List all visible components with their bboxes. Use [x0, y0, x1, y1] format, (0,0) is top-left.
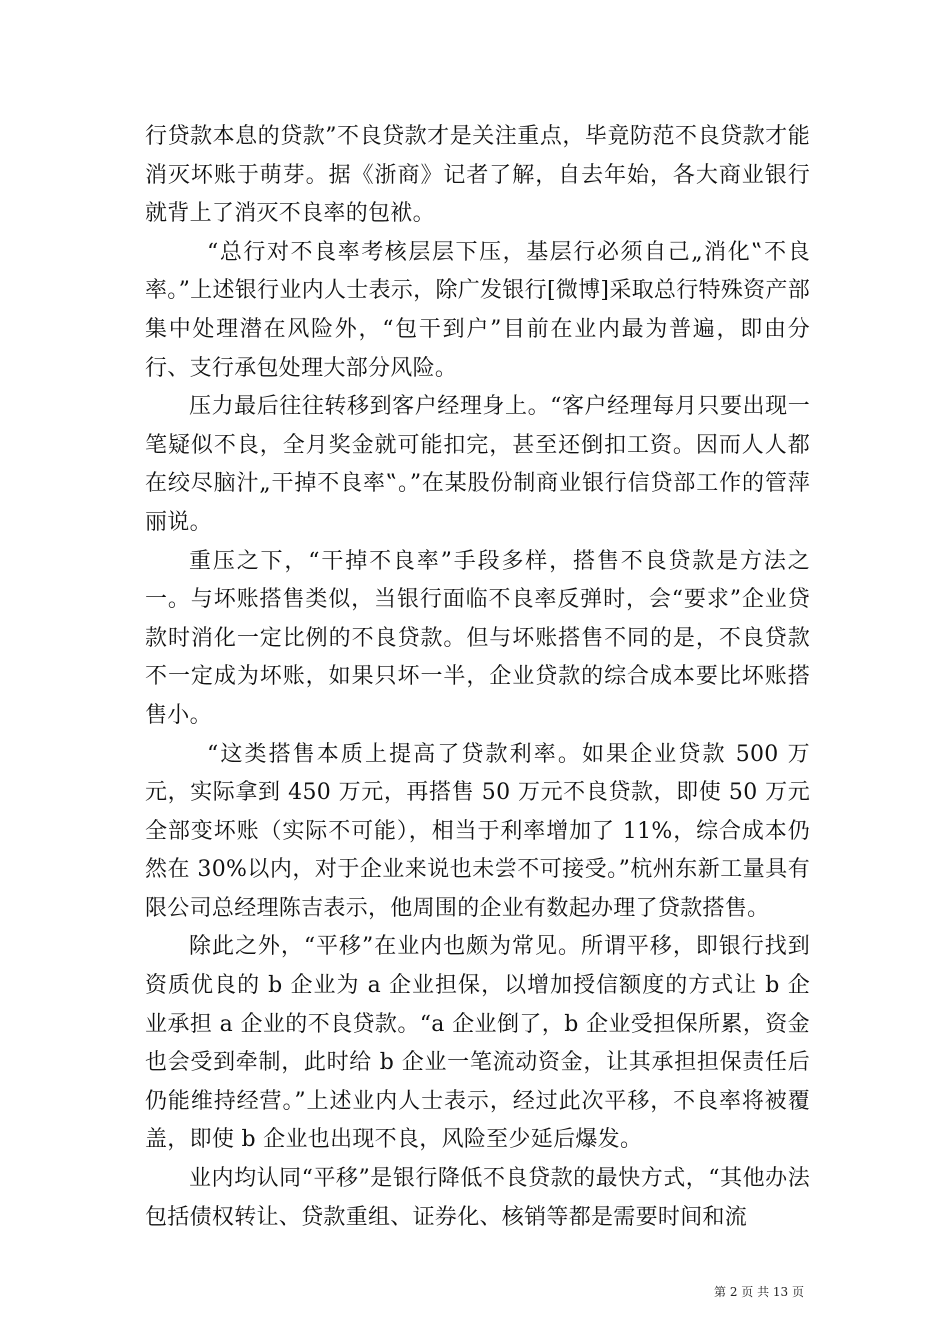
paragraph-5: “这类搭售本质上提高了贷款利率。如果企业贷款 500 万元，实际拿到 450 万元，再搭售 50 万元不良贷款，即使 50 万元全部变坏账（实际不可能），相当于利率增加了 11%，综合成本仍然在 30%以内，对于企业来说也未尝不可接受。”杭州东新工量具有限公司总经理陈吉表示，他周围的企业有数起办理了贷款搭售。 — [145, 741, 810, 921]
document-body — [145, 118, 810, 1237]
paragraph-7: 业内均认同“平移”是银行降低不良贷款的最快方式，“其他办法包括债权转让、贷款重组、证券化、核销等都是需要时间和流 — [145, 1166, 810, 1230]
paragraph-6: 除此之外，“平移”在业内也颇为常见。所谓平移，即银行找到资质优良的 b 企业为 a 企业担保，以增加授信额度的方式让 b 企业承担 a 企业的不良贷款。“a 企业倒了，b 企业受担保所累，资金也会受到牵制，此时给 b 企业一笔流动资金，让其承担担保责任后仍能维持经营。”上述业内人士表示，经过此次平移，不良率将被覆盖，即使 b 企业也出现不良，风险至少延后爆发。 — [145, 934, 810, 1153]
page-number-footer: 第 2 页 共 13 页 — [714, 1285, 804, 1299]
paragraph-3: 压力最后往往转移到客户经理身上。“客户经理每月只要出现一笔疑似不良，全月奖金就可能扣完，甚至还倒扣工资。因而人人都在绞尽脑汁„干掉不良率‟。”在某股份制商业银行信贷部工作的管萍丽说。 — [145, 394, 810, 535]
paragraph-2: “总行对不良率考核层层下压，基层行必须自己„消化‟不良率。”上述银行业内人士表示，除广发银行[微博]采取总行特殊资产部集中处理潜在风险外，“包干到户”目前在业内最为普遍，即由分行、支行承包处理大部分风险。 — [145, 239, 811, 381]
paragraph-1: 行贷款本息的贷款”不良贷款才是关注重点，毕竟防范不良贷款才能消灭坏账于萌芽。据《浙商》记者了解，自去年始，各大商业银行就背上了消灭不良率的包袱。 — [145, 124, 810, 227]
paragraph-4: 重压之下，“干掉不良率”手段多样，搭售不良贷款是方法之一。与坏账搭售类似，当银行面临不良率反弹时，会“要求”企业贷款时消化一定比例的不良贷款。但与坏账搭售不同的是，不良贷款不一定成为坏账，如果只坏一半，企业贷款的综合成本要比坏账搭售小。 — [145, 548, 810, 728]
